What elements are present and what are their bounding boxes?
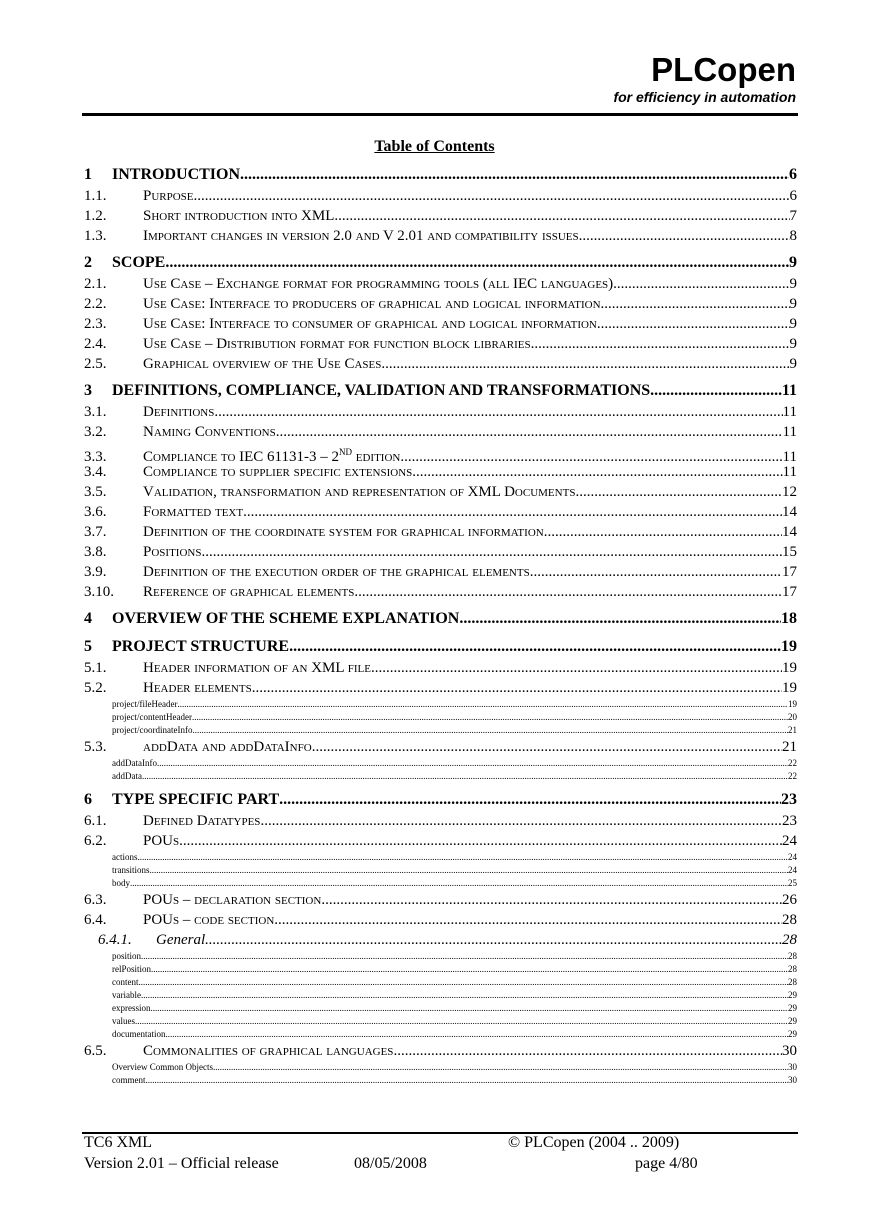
toc-entry-page: 29 bbox=[788, 990, 797, 1000]
toc-entry[interactable] bbox=[84, 1028, 797, 1041]
toc-entry-title bbox=[143, 354, 381, 374]
toc-leader-dots bbox=[138, 851, 789, 864]
toc-entry-page: 18 bbox=[781, 610, 797, 627]
toc-entry[interactable] bbox=[84, 562, 797, 582]
toc-leader-dots bbox=[240, 164, 789, 186]
toc-leader-dots bbox=[243, 502, 782, 522]
toc-entry-title bbox=[143, 462, 412, 482]
toc-entry-title bbox=[112, 757, 157, 770]
toc-entry-number: 2.5. bbox=[84, 356, 107, 372]
toc-entry[interactable] bbox=[84, 757, 797, 770]
toc-entry-page: 11 bbox=[781, 382, 797, 399]
toc-entry-title-text: expression bbox=[112, 1003, 151, 1013]
toc-entry-page: 9 bbox=[789, 316, 797, 332]
toc-entry-number: 2.4. bbox=[84, 336, 107, 352]
toc-entry[interactable] bbox=[84, 582, 797, 602]
toc-entry-number: 6.4. bbox=[84, 912, 107, 928]
toc-entry-title bbox=[143, 502, 243, 522]
toc-entry-title bbox=[112, 380, 650, 402]
toc-entry-title-text: Defined Datatypes bbox=[143, 813, 261, 829]
toc-entry[interactable] bbox=[84, 206, 797, 226]
toc-entry-title-text: General bbox=[156, 932, 206, 948]
toc-entry-page: 7 bbox=[789, 208, 797, 224]
toc-entry-title-text: actions bbox=[112, 852, 138, 862]
toc-entry-title bbox=[143, 890, 321, 910]
toc-entry-title bbox=[143, 294, 601, 314]
toc-entry[interactable] bbox=[84, 482, 797, 502]
toc-entry-title-text: addData bbox=[112, 771, 142, 781]
toc-leader-dots bbox=[334, 206, 789, 226]
toc-leader-dots bbox=[165, 252, 789, 274]
toc-entry-title-text: project/contentHeader bbox=[112, 712, 192, 722]
toc-entry-title-text: DEFINITIONS, COMPLIANCE, VALIDATION AND TRANSFORMATIONS bbox=[112, 382, 651, 399]
footer-version: Version 2.01 – Official release bbox=[84, 1155, 279, 1172]
toc-entry-number: 1.3. bbox=[84, 228, 107, 244]
toc-entry-number: 4 bbox=[84, 610, 92, 627]
toc-entry[interactable] bbox=[84, 542, 797, 562]
toc-entry[interactable] bbox=[84, 380, 797, 402]
toc-entry[interactable] bbox=[84, 334, 797, 354]
toc-entry-page: 14 bbox=[782, 524, 797, 540]
toc-entry[interactable] bbox=[84, 737, 797, 757]
footer-page: page 4/80 bbox=[635, 1155, 698, 1172]
brand-block bbox=[613, 52, 796, 105]
toc-entry-page: 20 bbox=[788, 712, 797, 722]
toc-entry-title bbox=[112, 1015, 135, 1028]
toc-entry-title bbox=[143, 1041, 393, 1061]
toc-entry-title bbox=[112, 864, 150, 877]
toc-entry-number: 2.1. bbox=[84, 276, 107, 292]
toc-leader-dots bbox=[194, 186, 790, 206]
toc-entry[interactable] bbox=[84, 989, 797, 1002]
toc-entry[interactable] bbox=[84, 274, 797, 294]
toc-entry-title-text: Use Case – Exchange format for programming tools (all IEC languages) bbox=[143, 276, 614, 292]
toc-entry-title bbox=[112, 724, 192, 737]
toc-entry-title-text: addData and addDataInfo bbox=[143, 739, 312, 755]
toc-entry-number: 6 bbox=[84, 791, 92, 808]
toc-entry-title-text: Reference of graphical elements bbox=[143, 584, 355, 600]
toc-leader-dots bbox=[575, 482, 782, 502]
toc-entry-title-text: Definitions bbox=[143, 404, 215, 420]
toc-entry-number: 6.3. bbox=[84, 892, 107, 908]
toc-leader-dots bbox=[141, 950, 788, 963]
toc-entry-title bbox=[112, 851, 138, 864]
toc-leader-dots bbox=[166, 1028, 789, 1041]
toc-entry-title bbox=[143, 226, 579, 246]
toc-entry[interactable] bbox=[84, 1015, 797, 1028]
toc-entry-page: 9 bbox=[789, 356, 797, 372]
toc-entry-page: 29 bbox=[788, 1029, 797, 1039]
toc-entry-page: 11 bbox=[782, 404, 797, 420]
toc-entry[interactable] bbox=[84, 636, 797, 658]
toc-entry[interactable] bbox=[84, 294, 797, 314]
toc-entry[interactable] bbox=[84, 226, 797, 246]
toc-entry-number: 3.3. bbox=[84, 449, 107, 462]
toc-entry[interactable] bbox=[84, 890, 797, 910]
toc-leader-dots bbox=[650, 380, 782, 402]
toc-entry-page: 24 bbox=[788, 865, 797, 875]
toc-entry-title-text: Definition of the coordinate system for graphical information bbox=[143, 524, 544, 540]
toc-entry-number: 2 bbox=[84, 254, 92, 271]
toc-entry-title-text: INTRODUCTION bbox=[112, 166, 241, 183]
toc-entry-title bbox=[112, 1061, 213, 1074]
toc-leader-dots bbox=[544, 522, 782, 542]
toc-entry-number: 3.4. bbox=[84, 464, 107, 480]
toc-entry-number: 5.3. bbox=[84, 739, 107, 755]
toc-entry-title bbox=[112, 636, 289, 658]
toc-entry-page: 9 bbox=[789, 336, 797, 352]
toc-leader-dots bbox=[613, 274, 789, 294]
toc-leader-dots bbox=[412, 462, 782, 482]
toc-entry[interactable] bbox=[84, 658, 797, 678]
toc-entry-page: 22 bbox=[788, 758, 797, 768]
toc-entry-title bbox=[143, 274, 613, 294]
toc-entry-page: 30 bbox=[788, 1075, 797, 1085]
toc-entry-title-text: POUs – declaration section bbox=[143, 892, 322, 908]
toc-leader-dots bbox=[157, 757, 788, 770]
toc-entry-number: 3.1. bbox=[84, 404, 107, 420]
toc-entry-title bbox=[143, 206, 334, 226]
toc-entry-title-text: relPosition bbox=[112, 964, 152, 974]
toc-entry-title bbox=[112, 711, 192, 724]
toc-entry-page: 14 bbox=[782, 504, 797, 520]
toc-entry-title-text: Header elements bbox=[143, 680, 252, 696]
toc-entry-title-text: SCOPE bbox=[112, 254, 166, 271]
toc-entry-title bbox=[143, 737, 312, 757]
footer-copyright: © PLCopen (2004 .. 2009) bbox=[508, 1134, 680, 1151]
toc-leader-dots bbox=[260, 811, 782, 831]
toc-entry-title-text: Graphical overview of the Use Cases bbox=[143, 356, 382, 372]
toc-leader-dots bbox=[213, 1061, 788, 1074]
toc-entry-number: 6.2. bbox=[84, 833, 107, 849]
toc-entry-title bbox=[143, 658, 371, 678]
toc-entry-title-text: project/coordinateInfo bbox=[112, 725, 193, 735]
toc-leader-dots bbox=[130, 877, 788, 890]
toc-entry-title-text: Use Case: Interface to producers of graphical and logical information bbox=[143, 296, 601, 312]
toc-entry-page: 28 bbox=[788, 977, 797, 987]
toc-entry-title-text: addDataInfo bbox=[112, 758, 157, 768]
toc-entry[interactable] bbox=[84, 1061, 797, 1074]
toc-entry-title-text: transitions bbox=[112, 865, 150, 875]
toc-leader-dots bbox=[252, 678, 782, 698]
toc-entry-title bbox=[143, 186, 194, 206]
toc-entry-page: 19 bbox=[782, 660, 797, 676]
brand-tagline: for efficiency in automation bbox=[613, 89, 796, 105]
toc-entry-page: 28 bbox=[782, 932, 797, 948]
toc-entry-title bbox=[112, 950, 141, 963]
toc-leader-dots bbox=[139, 976, 789, 989]
toc-entry-title-text: Commonalities of graphical languages bbox=[143, 1043, 394, 1059]
toc-entry-page: 28 bbox=[788, 951, 797, 961]
toc-entry-page: 30 bbox=[782, 1043, 797, 1059]
toc-entry-page: 23 bbox=[781, 791, 797, 808]
toc-entry[interactable] bbox=[84, 314, 797, 334]
toc-entry-title bbox=[143, 811, 260, 831]
toc-entry-number: 6.4.1. bbox=[98, 932, 132, 948]
toc-entry-number: 2.2. bbox=[84, 296, 107, 312]
toc-entry-title bbox=[143, 442, 400, 462]
toc-leader-dots bbox=[135, 1015, 788, 1028]
toc-entry-page: 12 bbox=[782, 484, 797, 500]
toc-entry[interactable] bbox=[84, 678, 797, 698]
toc-entry-number: 5.2. bbox=[84, 680, 107, 696]
toc-entry-title-text: Purpose bbox=[143, 188, 194, 204]
toc-entry[interactable] bbox=[84, 462, 797, 482]
toc-leader-dots bbox=[177, 698, 788, 711]
toc-leader-dots bbox=[142, 770, 788, 783]
toc-entry-title-text: Naming Conventions bbox=[143, 424, 276, 440]
toc-entry-title bbox=[143, 910, 274, 930]
toc-leader-dots bbox=[579, 226, 790, 246]
table-of-contents bbox=[84, 164, 797, 1087]
toc-entry[interactable] bbox=[84, 608, 797, 630]
toc-entry[interactable] bbox=[84, 1002, 797, 1015]
toc-entry-title bbox=[112, 252, 165, 274]
toc-entry-number: 1.2. bbox=[84, 208, 107, 224]
toc-leader-dots bbox=[601, 294, 790, 314]
toc-leader-dots bbox=[279, 789, 781, 811]
toc-entry-title-text: TYPE SPECIFIC PART bbox=[112, 791, 280, 808]
toc-entry-number: 3.5. bbox=[84, 484, 107, 500]
toc-leader-dots bbox=[400, 447, 782, 462]
toc-entry-title bbox=[143, 542, 201, 562]
toc-leader-dots bbox=[354, 582, 782, 602]
toc-entry-page: 11 bbox=[782, 449, 797, 462]
toc-entry-title bbox=[143, 422, 276, 442]
toc-entry[interactable] bbox=[84, 402, 797, 422]
toc-leader-dots bbox=[393, 1041, 782, 1061]
toc-entry-title-text: OVERVIEW OF THE SCHEME EXPLANATION bbox=[112, 610, 460, 627]
toc-entry[interactable] bbox=[84, 186, 797, 206]
toc-entry[interactable] bbox=[84, 976, 797, 989]
toc-leader-dots bbox=[274, 910, 782, 930]
toc-entry-number: 3.10. bbox=[84, 584, 114, 600]
toc-entry-title-suffix: edition bbox=[352, 449, 401, 462]
toc-entry-title bbox=[112, 770, 142, 783]
toc-entry-page: 30 bbox=[788, 1062, 797, 1072]
toc-entry-page: 17 bbox=[782, 584, 797, 600]
toc-entry-superscript: ND bbox=[339, 447, 352, 457]
toc-entry-page: 21 bbox=[782, 739, 797, 755]
toc-entry-number: 3.7. bbox=[84, 524, 107, 540]
toc-entry-title bbox=[112, 1074, 146, 1087]
toc-leader-dots bbox=[141, 989, 788, 1002]
toc-entry-page: 21 bbox=[788, 725, 797, 735]
toc-entry-title-text: variable bbox=[112, 990, 141, 1000]
toc-entry-title-text: POUs bbox=[143, 833, 180, 849]
toc-entry-title bbox=[112, 976, 139, 989]
toc-entry-title bbox=[112, 989, 141, 1002]
toc-entry-title-text: Short introduction into XML bbox=[143, 208, 335, 224]
toc-entry-page: 29 bbox=[788, 1016, 797, 1026]
toc-entry[interactable] bbox=[84, 1074, 797, 1087]
toc-entry[interactable] bbox=[84, 422, 797, 442]
toc-entry-title-text: project/fileHeader bbox=[112, 699, 178, 709]
toc-entry-page: 25 bbox=[788, 878, 797, 888]
toc-entry-title bbox=[143, 582, 354, 602]
toc-leader-dots bbox=[312, 737, 782, 757]
toc-entry-page: 23 bbox=[782, 813, 797, 829]
toc-entry-number: 1.1. bbox=[84, 188, 107, 204]
toc-entry-page: 9 bbox=[789, 276, 797, 292]
toc-leader-dots bbox=[214, 402, 782, 422]
toc-entry-title-text: Use Case: Interface to consumer of graphical and logical information. bbox=[143, 316, 601, 332]
toc-leader-dots bbox=[459, 608, 781, 630]
header-rule bbox=[82, 113, 798, 116]
toc-entry-page: 26 bbox=[782, 892, 797, 908]
toc-leader-dots bbox=[150, 864, 789, 877]
toc-leader-dots bbox=[371, 658, 782, 678]
toc-entry[interactable] bbox=[84, 711, 797, 724]
toc-entry-page: 11 bbox=[782, 464, 797, 480]
toc-entry[interactable] bbox=[84, 864, 797, 877]
toc-entry[interactable] bbox=[84, 724, 797, 737]
toc-entry-page: 19 bbox=[781, 638, 797, 655]
toc-entry-title bbox=[143, 522, 544, 542]
toc-entry-title bbox=[112, 698, 177, 711]
toc-entry[interactable] bbox=[84, 963, 797, 976]
toc-leader-dots bbox=[530, 562, 782, 582]
toc-entry[interactable] bbox=[84, 770, 797, 783]
toc-leader-dots bbox=[381, 354, 789, 374]
toc-entry-title-text: documentation bbox=[112, 1029, 166, 1039]
toc-entry-title bbox=[143, 678, 252, 698]
toc-leader-dots bbox=[205, 930, 782, 950]
toc-entry-number: 6.5. bbox=[84, 1043, 107, 1059]
toc-entry-title-text: Definition of the execution order of the graphical elements bbox=[143, 564, 530, 580]
toc-entry[interactable] bbox=[84, 950, 797, 963]
toc-leader-dots bbox=[201, 542, 782, 562]
toc-entry[interactable] bbox=[84, 811, 797, 831]
toc-entry-page: 24 bbox=[782, 833, 797, 849]
toc-entry-page: 8 bbox=[789, 228, 797, 244]
toc-entry-title-text: comment bbox=[112, 1075, 146, 1085]
toc-leader-dots bbox=[276, 422, 783, 442]
toc-entry-number: 2.3. bbox=[84, 316, 107, 332]
toc-entry-title-text: Compliance to IEC 61131-3 – 2 bbox=[143, 449, 339, 462]
toc-entry-number: 3.6. bbox=[84, 504, 107, 520]
toc-entry[interactable] bbox=[84, 354, 797, 374]
toc-entry-title bbox=[112, 789, 279, 811]
toc-entry-title-text: Compliance to supplier specific extensions bbox=[143, 464, 413, 480]
toc-entry-title bbox=[112, 1028, 166, 1041]
toc-entry-page: 6 bbox=[789, 188, 797, 204]
toc-entry-title-text: values bbox=[112, 1016, 135, 1026]
toc-entry[interactable] bbox=[84, 910, 797, 930]
toc-entry-page: 11 bbox=[782, 424, 797, 440]
toc-entry-number: 3.2. bbox=[84, 424, 107, 440]
toc-entry-title bbox=[112, 963, 151, 976]
toc-leader-dots bbox=[601, 314, 790, 334]
toc-entry-number: 1 bbox=[84, 166, 92, 183]
footer-date: 08/05/2008 bbox=[354, 1155, 427, 1172]
toc-entry-page: 29 bbox=[788, 1003, 797, 1013]
footer-rule bbox=[82, 1132, 798, 1134]
toc-entry[interactable] bbox=[84, 877, 797, 890]
toc-entry-title bbox=[143, 334, 531, 354]
toc-leader-dots bbox=[289, 636, 781, 658]
toc-entry-title-text: Header information of an XML file bbox=[143, 660, 371, 676]
toc-entry-number: 3.8. bbox=[84, 544, 107, 560]
toc-entry-number: 3.9. bbox=[84, 564, 107, 580]
toc-entry-number: 6.1. bbox=[84, 813, 107, 829]
toc-entry[interactable] bbox=[84, 930, 797, 950]
toc-entry-title-text: Overview Common Objects bbox=[112, 1062, 213, 1072]
toc-entry-title-text: Important changes in version 2.0 and V 2.01 and compatibility issues bbox=[143, 228, 579, 244]
toc-entry-title-text: Validation, transformation and representation of XML Documents bbox=[143, 484, 576, 500]
toc-entry-title bbox=[143, 482, 575, 502]
brand-name: PLCopen bbox=[651, 51, 796, 88]
toc-leader-dots bbox=[321, 890, 782, 910]
toc-entry-page: 19 bbox=[788, 699, 797, 709]
toc-entry-title-text: content bbox=[112, 977, 139, 987]
toc-entry-number: 5 bbox=[84, 638, 92, 655]
toc-entry-title bbox=[143, 314, 601, 334]
toc-entry-title-text: Use Case – Distribution format for function block libraries bbox=[143, 336, 531, 352]
toc-entry-title bbox=[143, 831, 179, 851]
toc-leader-dots bbox=[151, 963, 788, 976]
toc-entry-title bbox=[156, 930, 205, 950]
toc-entry-title bbox=[112, 608, 459, 630]
toc-entry-title-text: Positions bbox=[143, 544, 202, 560]
toc-entry[interactable] bbox=[84, 1041, 797, 1061]
toc-leader-dots bbox=[151, 1002, 789, 1015]
toc-entry-title bbox=[112, 164, 240, 186]
toc-entry-page: 19 bbox=[782, 680, 797, 696]
toc-leader-dots bbox=[179, 831, 782, 851]
toc-entry-title bbox=[112, 1002, 151, 1015]
toc-entry-page: 28 bbox=[788, 964, 797, 974]
toc-entry-page: 6 bbox=[789, 166, 797, 183]
toc-entry-title-text: body bbox=[112, 878, 130, 888]
toc-entry-title bbox=[143, 562, 530, 582]
toc-entry-page: 24 bbox=[788, 852, 797, 862]
toc-entry-page: 28 bbox=[782, 912, 797, 928]
toc-entry[interactable] bbox=[84, 698, 797, 711]
toc-entry-page: 15 bbox=[782, 544, 797, 560]
toc-entry-page: 22 bbox=[788, 771, 797, 781]
toc-leader-dots bbox=[146, 1074, 789, 1087]
toc-entry-title-text: Formatted text bbox=[143, 504, 244, 520]
toc-entry-title-text: position bbox=[112, 951, 142, 961]
toc-entry-title bbox=[143, 402, 214, 422]
toc-entry-title-text: PROJECT STRUCTURE bbox=[112, 638, 290, 655]
toc-entry[interactable] bbox=[84, 789, 797, 811]
toc-entry[interactable] bbox=[84, 851, 797, 864]
toc-leader-dots bbox=[192, 711, 788, 724]
toc-leader-dots bbox=[192, 724, 788, 737]
toc-entry-title-text: POUs – code section bbox=[143, 912, 275, 928]
toc-entry[interactable] bbox=[84, 502, 797, 522]
toc-entry-page: 17 bbox=[782, 564, 797, 580]
toc-entry[interactable] bbox=[84, 522, 797, 542]
toc-entry[interactable] bbox=[84, 164, 797, 186]
toc-entry[interactable] bbox=[84, 831, 797, 851]
toc-entry-number: 3 bbox=[84, 382, 92, 399]
toc-entry-page: 9 bbox=[789, 254, 797, 271]
toc-entry-number: 5.1. bbox=[84, 660, 107, 676]
toc-entry[interactable] bbox=[84, 252, 797, 274]
toc-title: Table of Contents bbox=[374, 138, 495, 155]
toc-entry-title bbox=[112, 877, 130, 890]
toc-leader-dots bbox=[531, 334, 790, 354]
toc-entry-page: 9 bbox=[789, 296, 797, 312]
footer-doc: TC6 XML bbox=[84, 1134, 152, 1151]
toc-entry[interactable] bbox=[84, 442, 797, 462]
